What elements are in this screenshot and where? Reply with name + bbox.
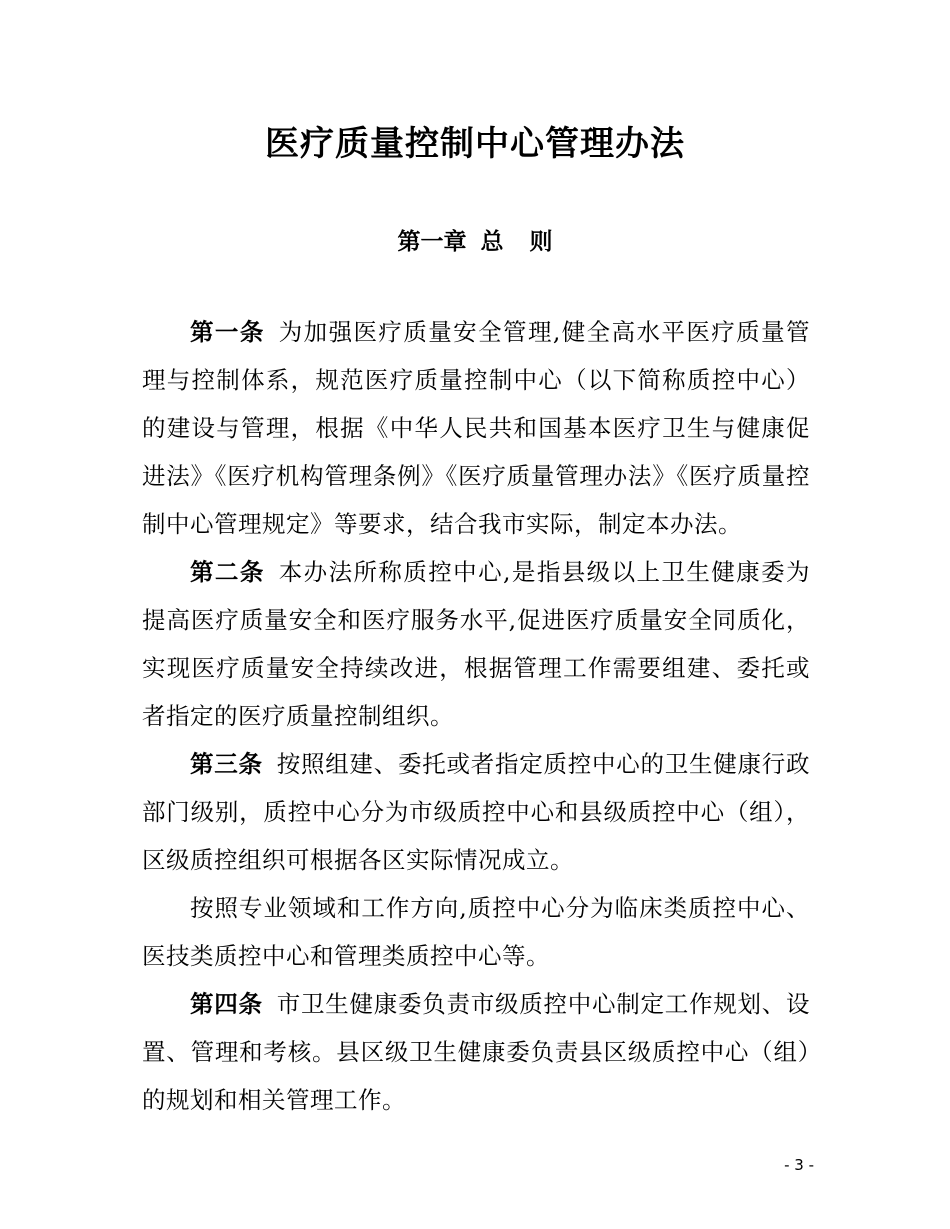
document-title: 医疗质量控制中心管理办法 <box>265 124 685 164</box>
document-body <box>142 308 810 1124</box>
article-paragraph-2 <box>142 548 810 740</box>
article-paragraph-3 <box>142 740 810 884</box>
article-text: 市卫生健康委负责市级质控中心制定工作规划、设置、管理和考核。县区级卫生健康委负责县区级质控中心（组）的规划和相关管理工作。 <box>142 990 810 1114</box>
article-number: 第二条 <box>190 558 265 586</box>
chapter-heading <box>0 222 950 262</box>
article-text: 本办法所称质控中心,是指县级以上卫生健康委为提高医疗质量安全和医疗服务水平,促进医疗质量安全同质化，实现医疗质量安全持续改进，根据管理工作需要组建、委托或者指定的医疗质量控制组织。 <box>142 558 810 730</box>
article-text: 为加强医疗质量安全管理,健全高水平医疗质量管理与控制体系，规范医疗质量控制中心（以下简称质控中心）的建设与管理，根据《中华人民共和国基本医疗卫生与健康促进法》《医疗机构管理条例》《医疗质量管理办法》《医疗质量控制中心管理规定》等要求，结合我市实际，制定本办法。 <box>142 318 810 538</box>
article-number: 第四条 <box>190 990 263 1018</box>
article-number: 第一条 <box>190 318 265 346</box>
article-paragraph-5 <box>142 980 810 1124</box>
chapter-name-part2: 则 <box>529 228 553 255</box>
chapter-number: 第一章 <box>397 228 467 255</box>
article-text: 按照专业领域和工作方向,质控中心分为临床类质控中心、医技类质控中心和管理类质控中心等。 <box>142 894 810 970</box>
page-number: - 3 - <box>784 1156 814 1174</box>
chapter-name-part1: 总 <box>480 228 504 255</box>
article-paragraph-4 <box>142 884 810 980</box>
article-text: 按照组建、委托或者指定质控中心的卫生健康行政部门级别，质控中心分为市级质控中心和县级质控中心（组），区级质控组织可根据各区实际情况成立。 <box>142 750 810 874</box>
article-paragraph-1 <box>142 308 810 548</box>
article-number: 第三条 <box>190 750 263 778</box>
